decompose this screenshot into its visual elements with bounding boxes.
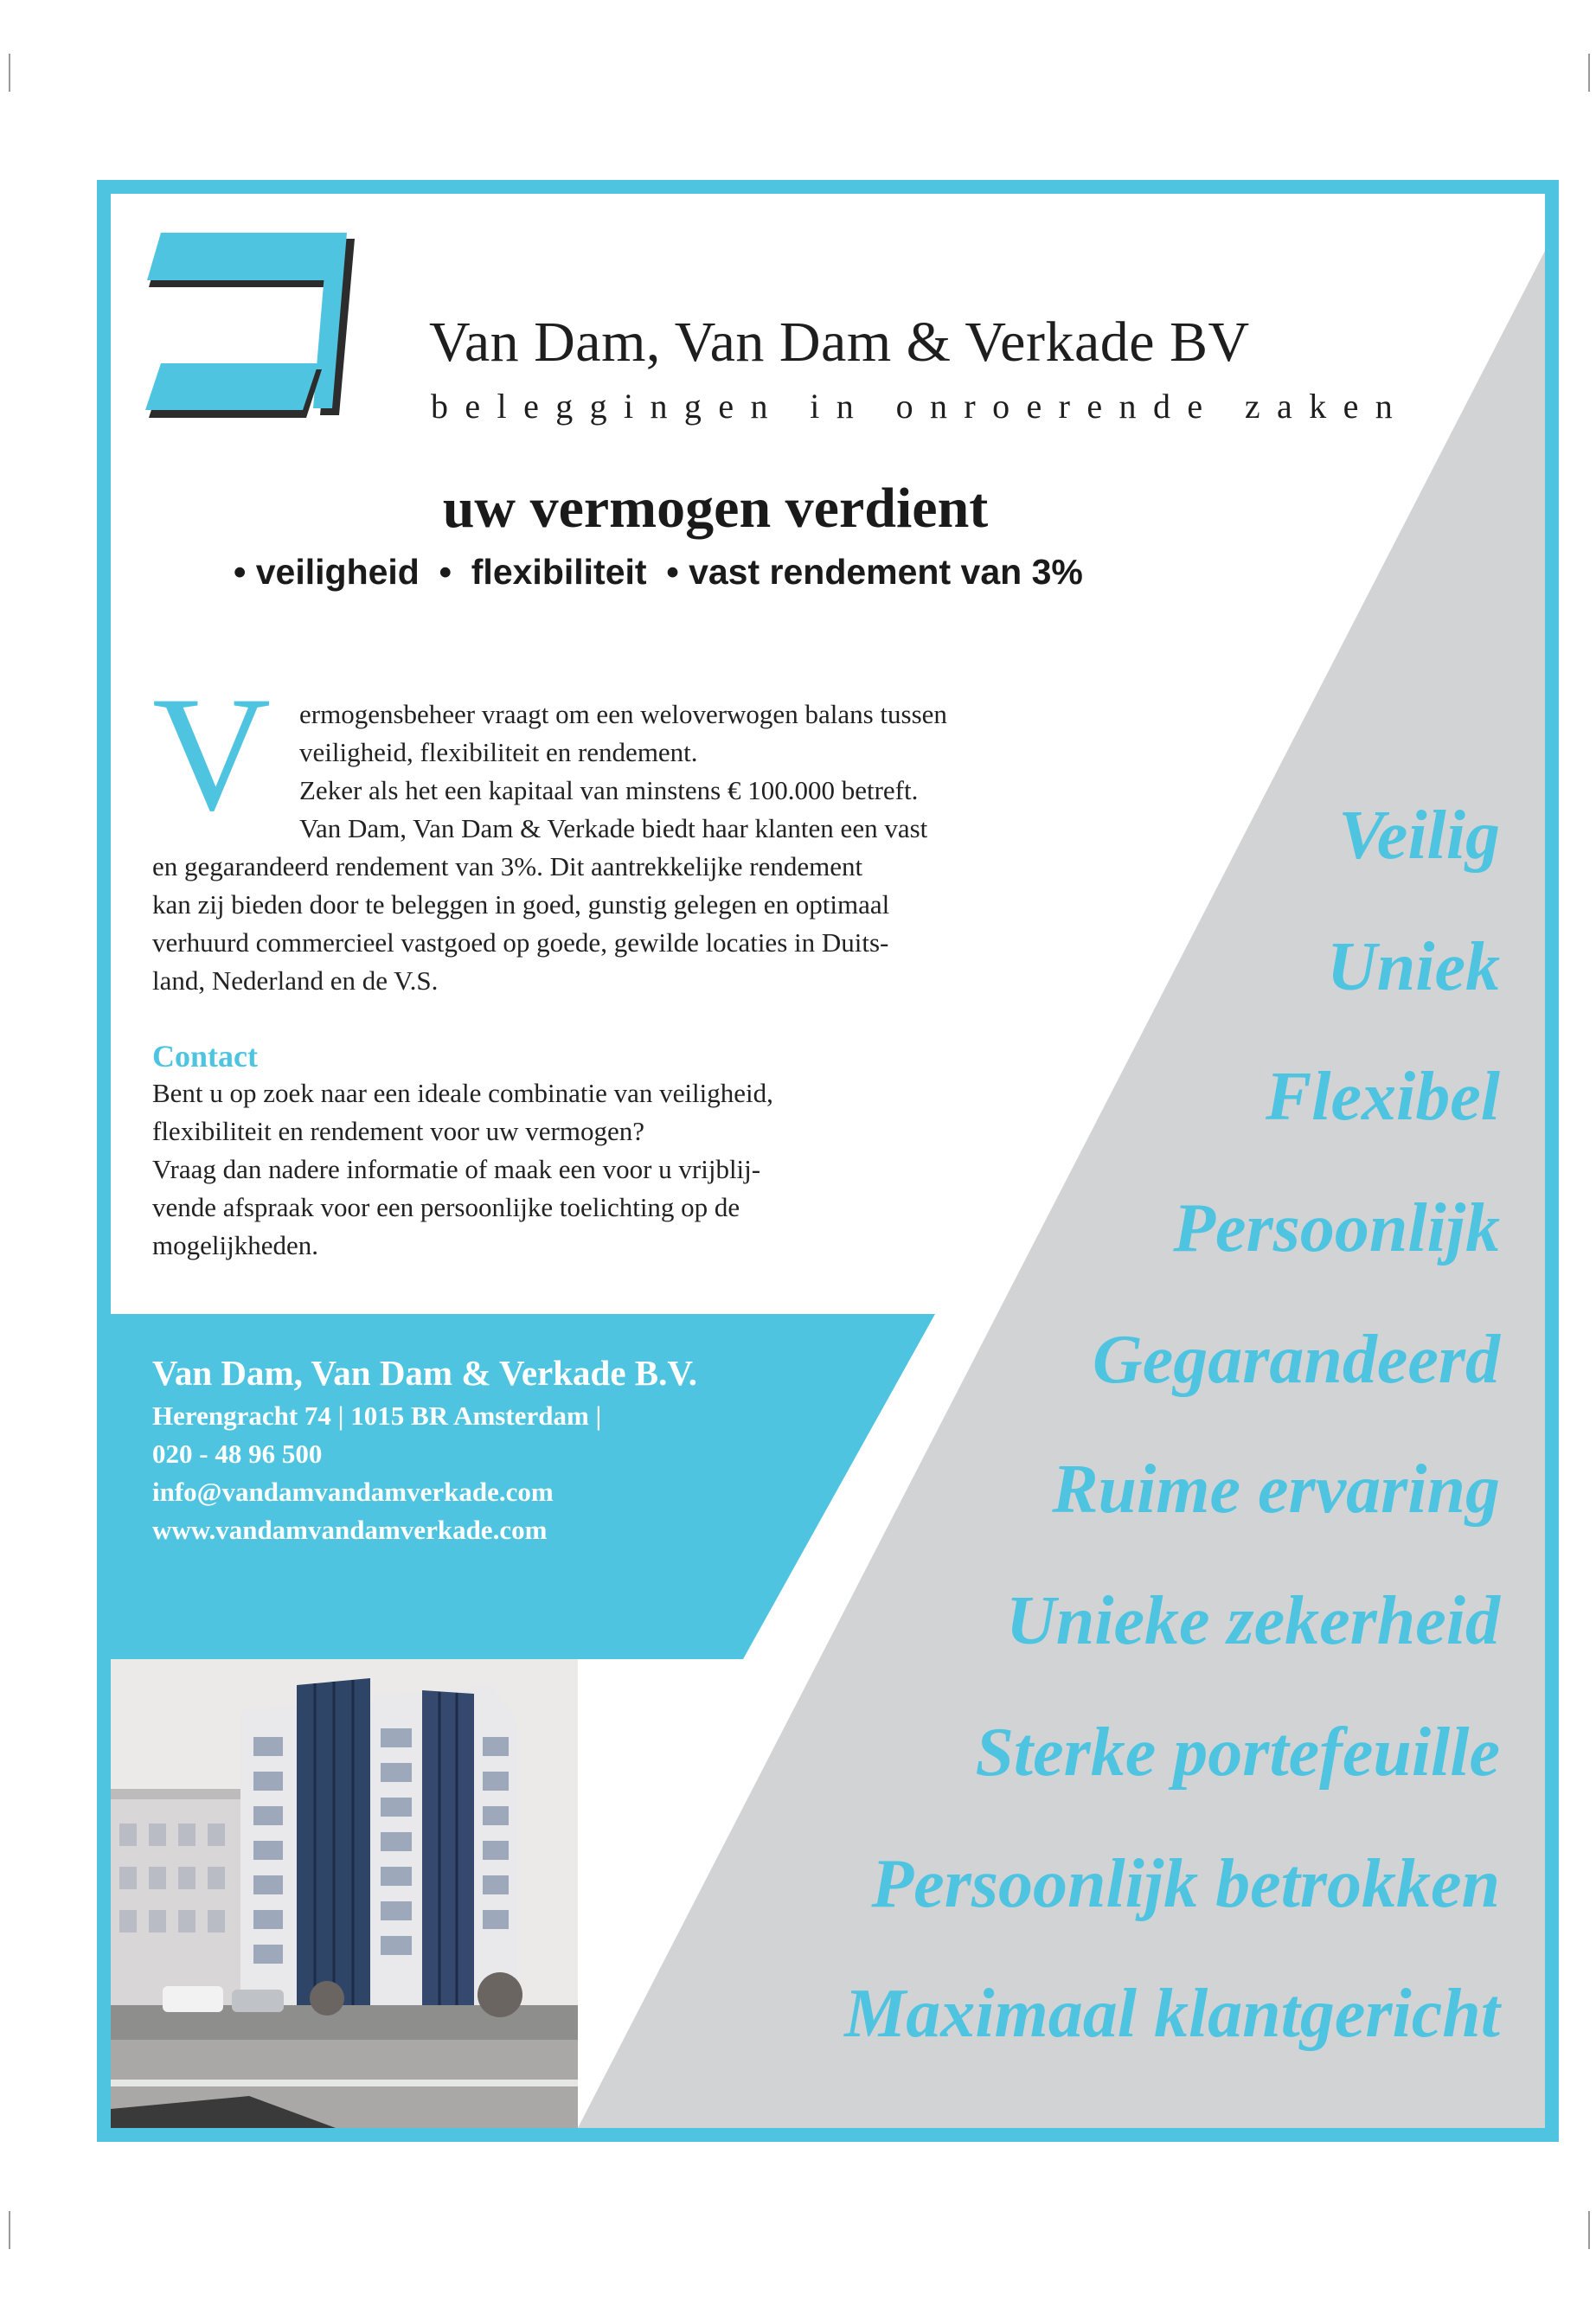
address-company: Van Dam, Van Dam & Verkade B.V. (152, 1353, 697, 1393)
feature-word: Unieke zekerheid (1005, 1583, 1500, 1659)
feature-word: Ruime ervaring (1052, 1452, 1500, 1528)
feature-word: Sterke portefeuille (975, 1715, 1500, 1791)
feature-word: Persoonlijk betrokken (871, 1846, 1500, 1922)
intro-line: land, Nederland en de V.S. (152, 965, 439, 996)
intro-line: Van Dam, Van Dam & Verkade biedt haar klanten een vast (299, 813, 928, 843)
crop-mark-top-left (9, 54, 10, 92)
intro-line: veiligheid, flexibiliteit en rendement. (299, 737, 698, 767)
bullet-3: vast rendement van 3% (689, 552, 1083, 592)
feature-word: Flexibel (1265, 1059, 1500, 1135)
headline: uw vermogen verdient (442, 477, 989, 540)
feature-word: Persoonlijk (1173, 1190, 1500, 1266)
crop-mark-bottom-right (1588, 2211, 1590, 2249)
intro-line: kan zij bieden door te beleggen in goed, gunstig gelegen en optimaal (152, 889, 890, 920)
contact-line: vende afspraak voor een persoonlijke toelichting op de (152, 1192, 740, 1222)
feature-word: Gegarandeerd (1092, 1322, 1500, 1398)
benefit-bullets: • veiligheid • flexibiliteit • vast rendement van 3% (234, 552, 1083, 592)
contact-line: Bent u op zoek naar een ideale combinatie van veiligheid, (152, 1078, 773, 1108)
contact-line: flexibiliteit en rendement voor uw vermogen? (152, 1116, 645, 1146)
address-block (152, 1349, 697, 1549)
feature-word: Veilig (1338, 798, 1500, 874)
flyer-frame (97, 180, 1559, 2142)
bullet-1: veiligheid (255, 552, 420, 592)
intro-line: Zeker als het een kapitaal van minstens € 100.000 betreft. (299, 775, 919, 805)
contact-line: mogelijkheden. (152, 1230, 318, 1260)
intro-line: ermogensbeheer vraagt om een weloverwogen balans tussen (299, 699, 947, 729)
drop-cap: V (152, 663, 272, 845)
contact-heading: Contact (152, 1039, 258, 1074)
crop-mark-top-right (1588, 54, 1590, 92)
bullet-2: flexibiliteit (471, 552, 647, 592)
company-name: Van Dam, Van Dam & Verkade BV (429, 311, 1250, 374)
address-email[interactable]: info@vandamvandamverkade.com (152, 1477, 554, 1507)
office-building-photo (111, 1659, 578, 2128)
address-phone: 020 - 48 96 500 (152, 1439, 323, 1469)
address-website[interactable]: www.vandamvandamverkade.com (152, 1515, 548, 1545)
address-street: Herengracht 74 | 1015 BR Amsterdam | (152, 1400, 602, 1431)
crop-mark-bottom-left (9, 2211, 10, 2249)
company-logo-icon (145, 233, 355, 418)
intro-line: verhuurd commercieel vastgoed op goede, gewilde locaties in Duits- (152, 927, 889, 958)
feature-word: Maximaal klantgericht (844, 1976, 1500, 2052)
contact-line: Vraag dan nadere informatie of maak een voor u vrijblij- (152, 1154, 761, 1184)
feature-word: Uniek (1327, 929, 1500, 1005)
company-tagline: beleggingen in onroerende zaken (431, 387, 1410, 426)
intro-line: en gegarandeerd rendement van 3%. Dit aantrekkelijke rendement (152, 851, 863, 881)
